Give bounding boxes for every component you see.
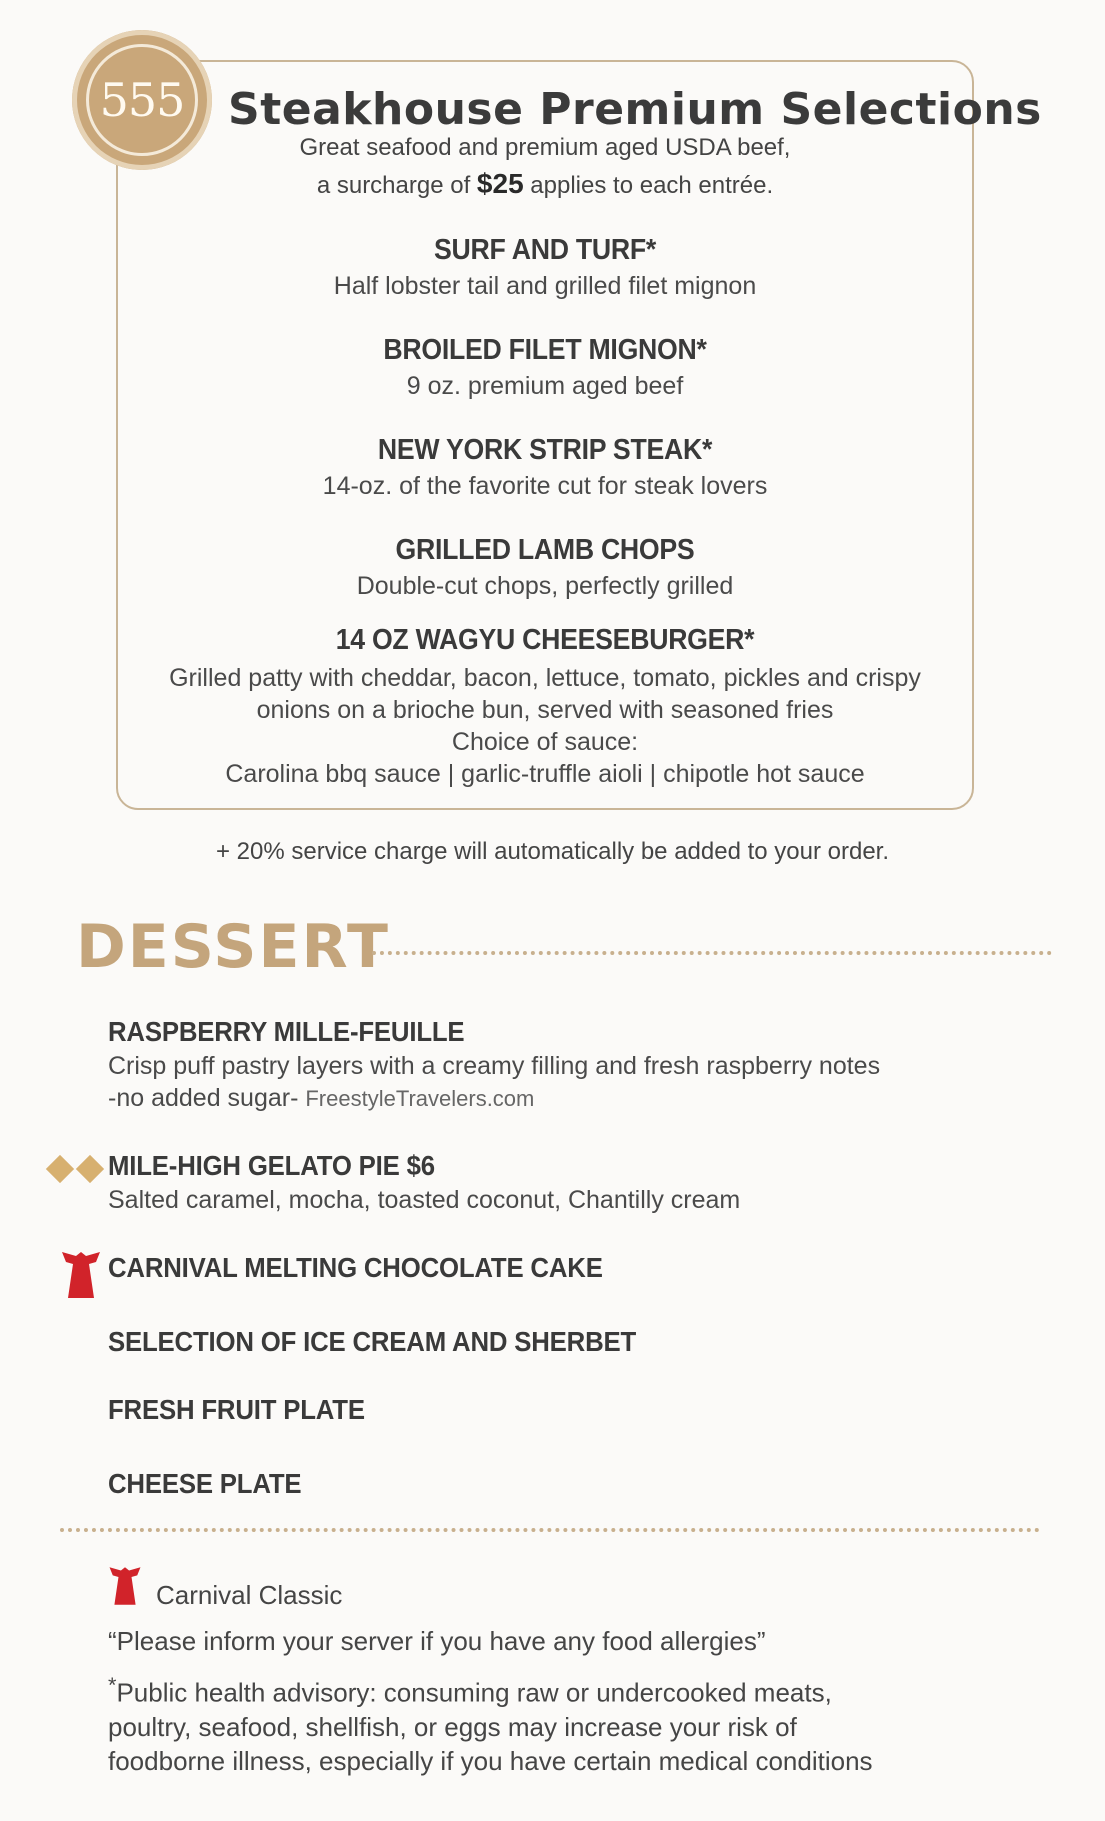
health-advisory: *Public health advisory: consuming raw or undercooked meats, poultry, seafood, shellfish, or eggs may increase your risk of foodborne illness, especially if you have certain medical conditions (108, 1672, 873, 1776)
dessert-fruit-plate-title: FRESH FRUIT PLATE (108, 1394, 365, 1425)
dessert-mille-feuille-desc: Crisp puff pastry layers with a creamy filling and fresh raspberry notes (108, 1052, 881, 1080)
watermark: FreestyleTravelers.com (305, 1086, 535, 1111)
item-filet-mignon-title: BROILED FILET MIGNON* (383, 334, 707, 366)
item-filet-mignon-desc: 9 oz. premium aged beef (406, 372, 684, 400)
carnival-classic-legend-icon (106, 1564, 144, 1608)
premium-subtitle: Great seafood and premium aged USDA beef, (299, 134, 791, 161)
dessert-gelato-pie-title: MILE-HIGH GELATO PIE $6 (108, 1150, 435, 1181)
item-wagyu-burger-desc-2: onions on a brioche bun, served with seasoned fries (256, 696, 834, 724)
dessert-cheese-plate-title: CHEESE PLATE (108, 1468, 302, 1499)
item-surf-and-turf-desc: Half lobster tail and grilled filet mignon (333, 272, 757, 300)
item-ny-strip-desc: 14-oz. of the favorite cut for steak lovers (322, 472, 768, 500)
dessert-mille-feuille-note: -no added sugar- FreestyleTravelers.com (108, 1084, 535, 1112)
item-lamb-chops-title: GRILLED LAMB CHOPS (395, 534, 695, 566)
allergy-note: “Please inform your server if you have any food allergies” (108, 1626, 766, 1656)
item-wagyu-burger-desc-3: Choice of sauce: (451, 728, 639, 756)
surcharge-amount: $25 (476, 168, 524, 199)
item-ny-strip-title: NEW YORK STRIP STEAK* (377, 434, 713, 466)
dessert-mille-feuille-title: RASPBERRY MILLE-FEUILLE (108, 1016, 465, 1047)
dessert-ice-cream-title: SELECTION OF ICE CREAM AND SHERBET (108, 1326, 637, 1357)
dotted-divider (372, 951, 1052, 955)
dessert-heading: DESSERT (76, 912, 390, 982)
service-charge-note: + 20% service charge will automatically be added to your order. (215, 838, 890, 865)
dessert-gelato-pie-desc: Salted caramel, mocha, toasted coconut, Chantilly cream (108, 1186, 741, 1214)
carnival-classic-legend: Carnival Classic (156, 1580, 343, 1610)
item-wagyu-burger-title: 14 OZ WAGYU CHEESEBURGER* (335, 624, 755, 656)
dessert-chocolate-cake-title: CARNIVAL MELTING CHOCOLATE CAKE (108, 1252, 603, 1283)
logo-text: 555 (99, 73, 185, 127)
item-wagyu-burger-sauces: Carolina bbq sauce | garlic-truffle aioli | chipotle hot sauce (225, 760, 865, 788)
item-wagyu-burger-desc-1: Grilled patty with cheddar, bacon, lettuce, tomato, pickles and crispy (169, 664, 921, 692)
item-surf-and-turf-title: SURF AND TURF* (434, 234, 656, 266)
surcharge-note: a surcharge of $25 applies to each entrée. (316, 168, 774, 199)
premium-title: Steakhouse Premium Selections (228, 84, 1042, 135)
diamond-icon (46, 1153, 104, 1185)
dotted-divider-bottom (60, 1528, 1040, 1532)
item-lamb-chops-desc: Double-cut chops, perfectly grilled (356, 572, 734, 600)
carnival-classic-dress-icon (58, 1248, 104, 1302)
